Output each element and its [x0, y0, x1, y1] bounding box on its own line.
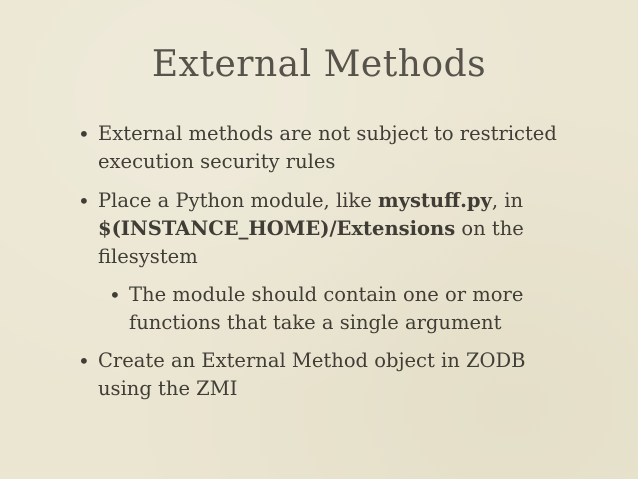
bullet-text: The module should contain one or more functions that take a single argument: [129, 283, 524, 334]
bullet-text: External methods are not subject to restricted execution security rules: [98, 122, 557, 173]
bold-path: $(INSTANCE_HOME)/Extensions: [98, 217, 456, 240]
bullet-text: Create an External Method object in ZODB using the ZMI: [98, 349, 526, 400]
bold-filename: mystuff.py: [377, 189, 492, 212]
bullet-marker: •: [109, 283, 121, 307]
bullet-marker: •: [78, 122, 90, 146]
bullet-item: [78, 187, 568, 271]
bullet-list: [0, 120, 638, 403]
bullet-item: [78, 347, 568, 403]
bullet-marker: •: [78, 349, 90, 373]
bullet-text-part: Place a Python module, like: [98, 189, 378, 212]
bullet-item: [78, 120, 568, 176]
bullet-marker: •: [78, 189, 90, 213]
bullet-text-part: on the filesystem: [98, 217, 524, 268]
slide-title: External Methods: [151, 44, 487, 85]
sub-bullet-item: [109, 281, 549, 337]
bullet-text-part: , in: [491, 189, 524, 212]
